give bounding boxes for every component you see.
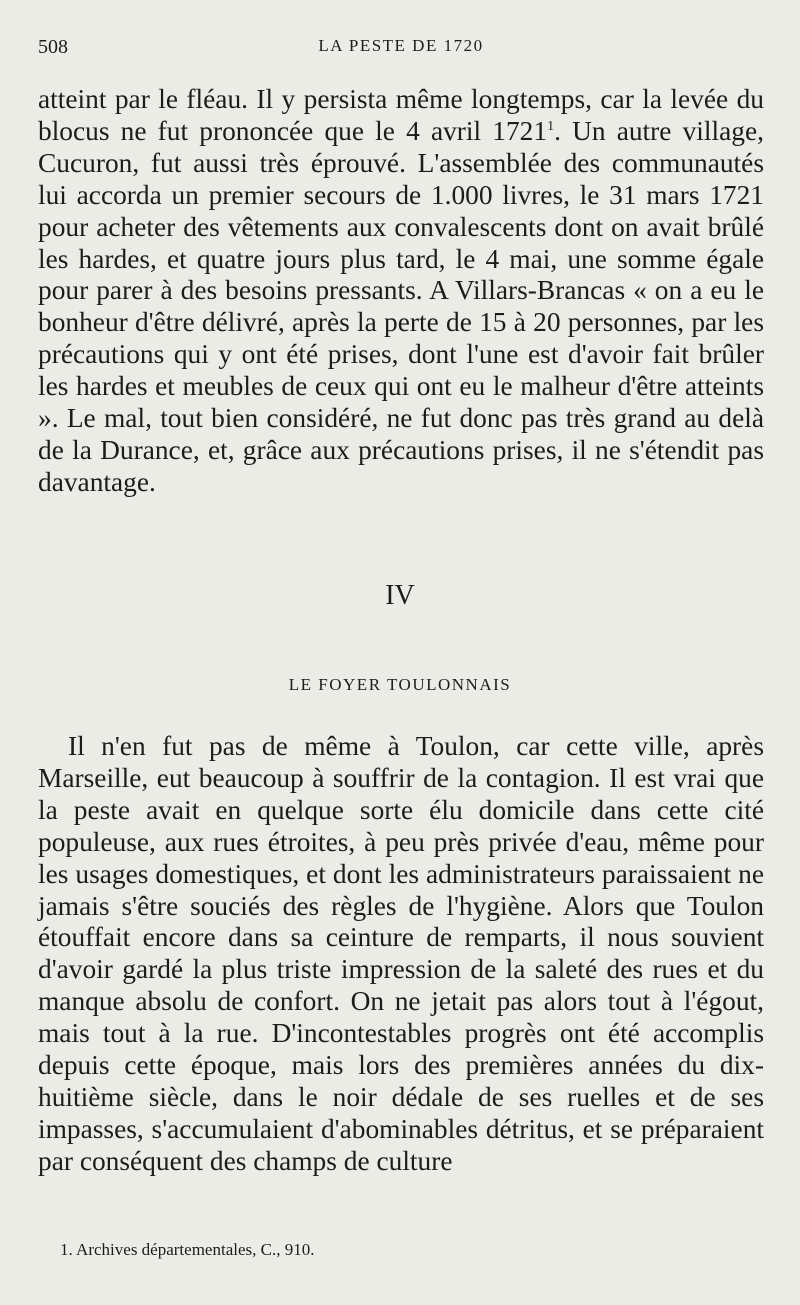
section-numeral: IV <box>385 580 415 611</box>
paragraph-1 <box>38 84 764 499</box>
footnote-reference: 1 <box>547 118 555 134</box>
page-number: 508 <box>38 36 68 58</box>
footnote-1: 1. Archives départementales, C., 910. <box>60 1240 315 1259</box>
running-title: LA PESTE DE 1720 <box>318 36 484 55</box>
running-head <box>38 36 764 60</box>
section-title: LE FOYER TOULONNAIS <box>288 675 512 694</box>
paragraph-1-text-continued: . Un autre village, Cucuron, fut aussi très éprouvé. L'assemblée des communautés lui accorda un premier secours de 1.000 livres, le 31 mars 1721 pour acheter des vêtements aux convalescents dont on avait brûlé les hardes, et quatre jours plus tard, le 4 mai, une somme égale pour parer à des besoins pressants. A Villars-Brancas « on a eu le bonheur d'être délivré, après la perte de 15 à 20 personnes, par les précautions qui y ont été prises, dont l'une est d'avoir fait brûler les hardes et meubles de ceux qui ont eu le malheur d'être atteints ». Le mal, tout bien considéré, ne fut donc pas très grand au delà de la Durance, et, grâce aux précautions prises, il ne s'étendit pas davantage. <box>38 115 764 497</box>
paragraph-1-text: atteint par le fléau. Il y persista même longtemps, car la levée du blocus ne fut prononcée que le 4 avril 1721 <box>38 84 764 146</box>
paragraph-2: Il n'en fut pas de même à Toulon, car cette ville, après Marseille, eut beaucoup à souffrir de la contagion. Il est vrai que la peste avait en quelque sorte élu domicile dans cette cité populeuse, aux rues étroites, à peu près privée d'eau, même pour les usages domestiques, et dont les administrateurs paraissaient ne jamais s'être souciés des règles de l'hygiène. Alors que Toulon étouffait encore dans sa ceinture de remparts, il nous souvient d'avoir gardé la plus triste impression de la saleté des rues et du manque absolu de confort. On ne jetait pas alors tout à l'égout, mais tout à la rue. D'incontestables progrès ont été accomplis depuis cette époque, mais lors des premières années du dix-huitième siècle, dans le noir dédale de ses ruelles et de ses impasses, s'accumulaient d'abominables détritus, et se préparaient par conséquent des champs de culture <box>38 731 764 1176</box>
